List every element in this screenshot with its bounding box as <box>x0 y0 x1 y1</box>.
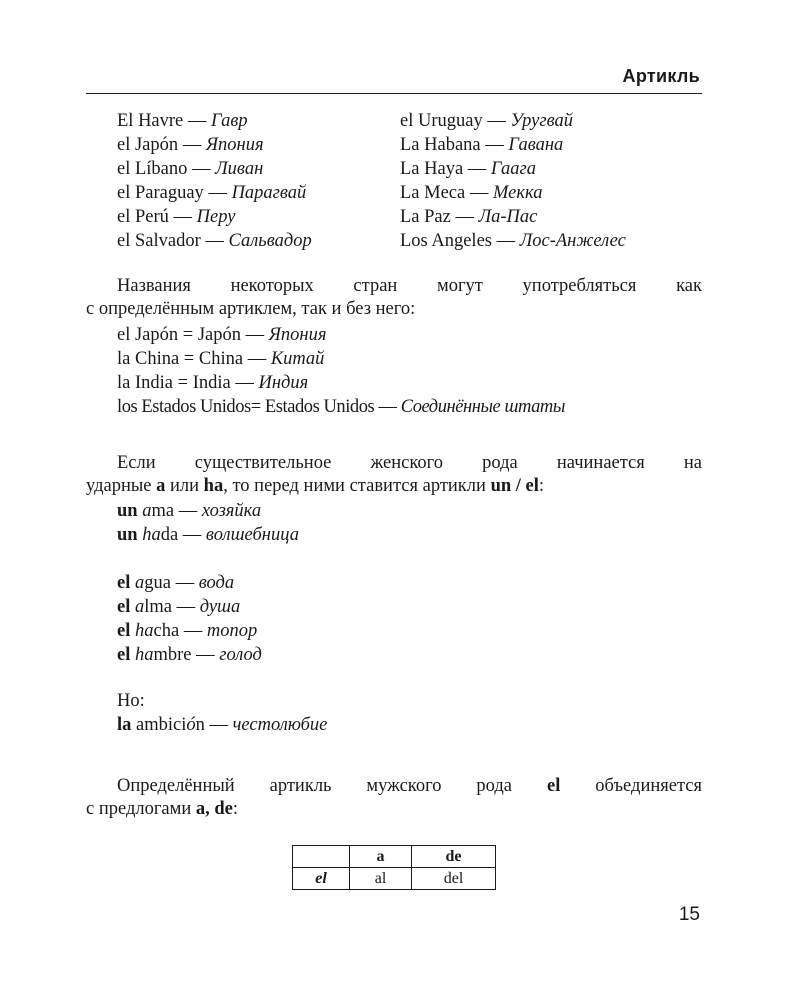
table-header-a: a <box>350 846 412 868</box>
table-row-label: el <box>293 868 350 890</box>
place-right-6: Los Angeles — Лос-Анжелес <box>400 231 626 251</box>
el-example-3: el hacha — топор <box>117 621 258 641</box>
place-left-2: el Japón — Япония <box>117 135 264 155</box>
table-header-de: de <box>412 846 496 868</box>
el-example-4: el hambre — голод <box>117 645 262 665</box>
country-example-3: la India = India — Индия <box>117 373 309 393</box>
place-left-1: El Havre — Гавр <box>117 111 248 131</box>
page-number: 15 <box>678 904 700 925</box>
contraction-intro-line-1: Определённый артикль мужского рода el объединяется <box>117 776 702 796</box>
un-example-1: un ama — хозяйка <box>117 501 262 521</box>
place-right-4: La Meca — Мекка <box>400 183 543 203</box>
place-right-1: el Uruguay — Уругвай <box>400 111 574 131</box>
table-header-row <box>293 846 496 868</box>
contraction-intro-line-2: с предлогами a, de: <box>86 799 239 819</box>
table-header-empty <box>293 846 350 868</box>
header-rule <box>86 93 702 94</box>
el-example-1: el agua — вода <box>117 573 235 593</box>
country-example-4: los Estados Unidos= Estados Unidos — Соединённые штаты <box>117 397 565 417</box>
contraction-intro-paragraph <box>86 775 702 821</box>
place-left-4: el Paraguay — Парагвай <box>117 183 307 203</box>
feminine-intro-line-1: Если существительное женского рода начинается на <box>117 453 702 473</box>
page-header-title: Артикль <box>622 66 700 86</box>
but-label: Но: <box>117 691 145 711</box>
table-cell-del: del <box>412 868 496 890</box>
feminine-intro-paragraph <box>86 452 702 498</box>
contraction-table <box>292 845 496 890</box>
feminine-intro-line-2: ударные a или ha, то перед ними ставится артикли un / el: <box>86 476 545 496</box>
countries-intro-paragraph <box>86 275 702 321</box>
el-example-2: el alma — душа <box>117 597 241 617</box>
place-right-5: La Paz — Ла-Пас <box>400 207 538 227</box>
exception-example: la ambición — честолюбие <box>117 715 328 735</box>
un-example-2: un hada — волшебница <box>117 525 299 545</box>
place-right-3: La Haya — Гаага <box>400 159 536 179</box>
countries-intro-line-2: с определённым артиклем, так и без него: <box>86 299 416 319</box>
place-left-5: el Perú — Перу <box>117 207 236 227</box>
table-row <box>293 868 496 890</box>
table-cell-al: al <box>350 868 412 890</box>
country-example-2: la China = China — Китай <box>117 349 325 369</box>
place-left-3: el Líbano — Ливан <box>117 159 264 179</box>
place-left-6: el Salvador — Сальвадор <box>117 231 312 251</box>
countries-intro-line-1: Названия некоторых стран могут употребляться как <box>117 276 702 296</box>
country-example-1: el Japón = Japón — Япония <box>117 325 327 345</box>
place-right-2: La Habana — Гавана <box>400 135 564 155</box>
